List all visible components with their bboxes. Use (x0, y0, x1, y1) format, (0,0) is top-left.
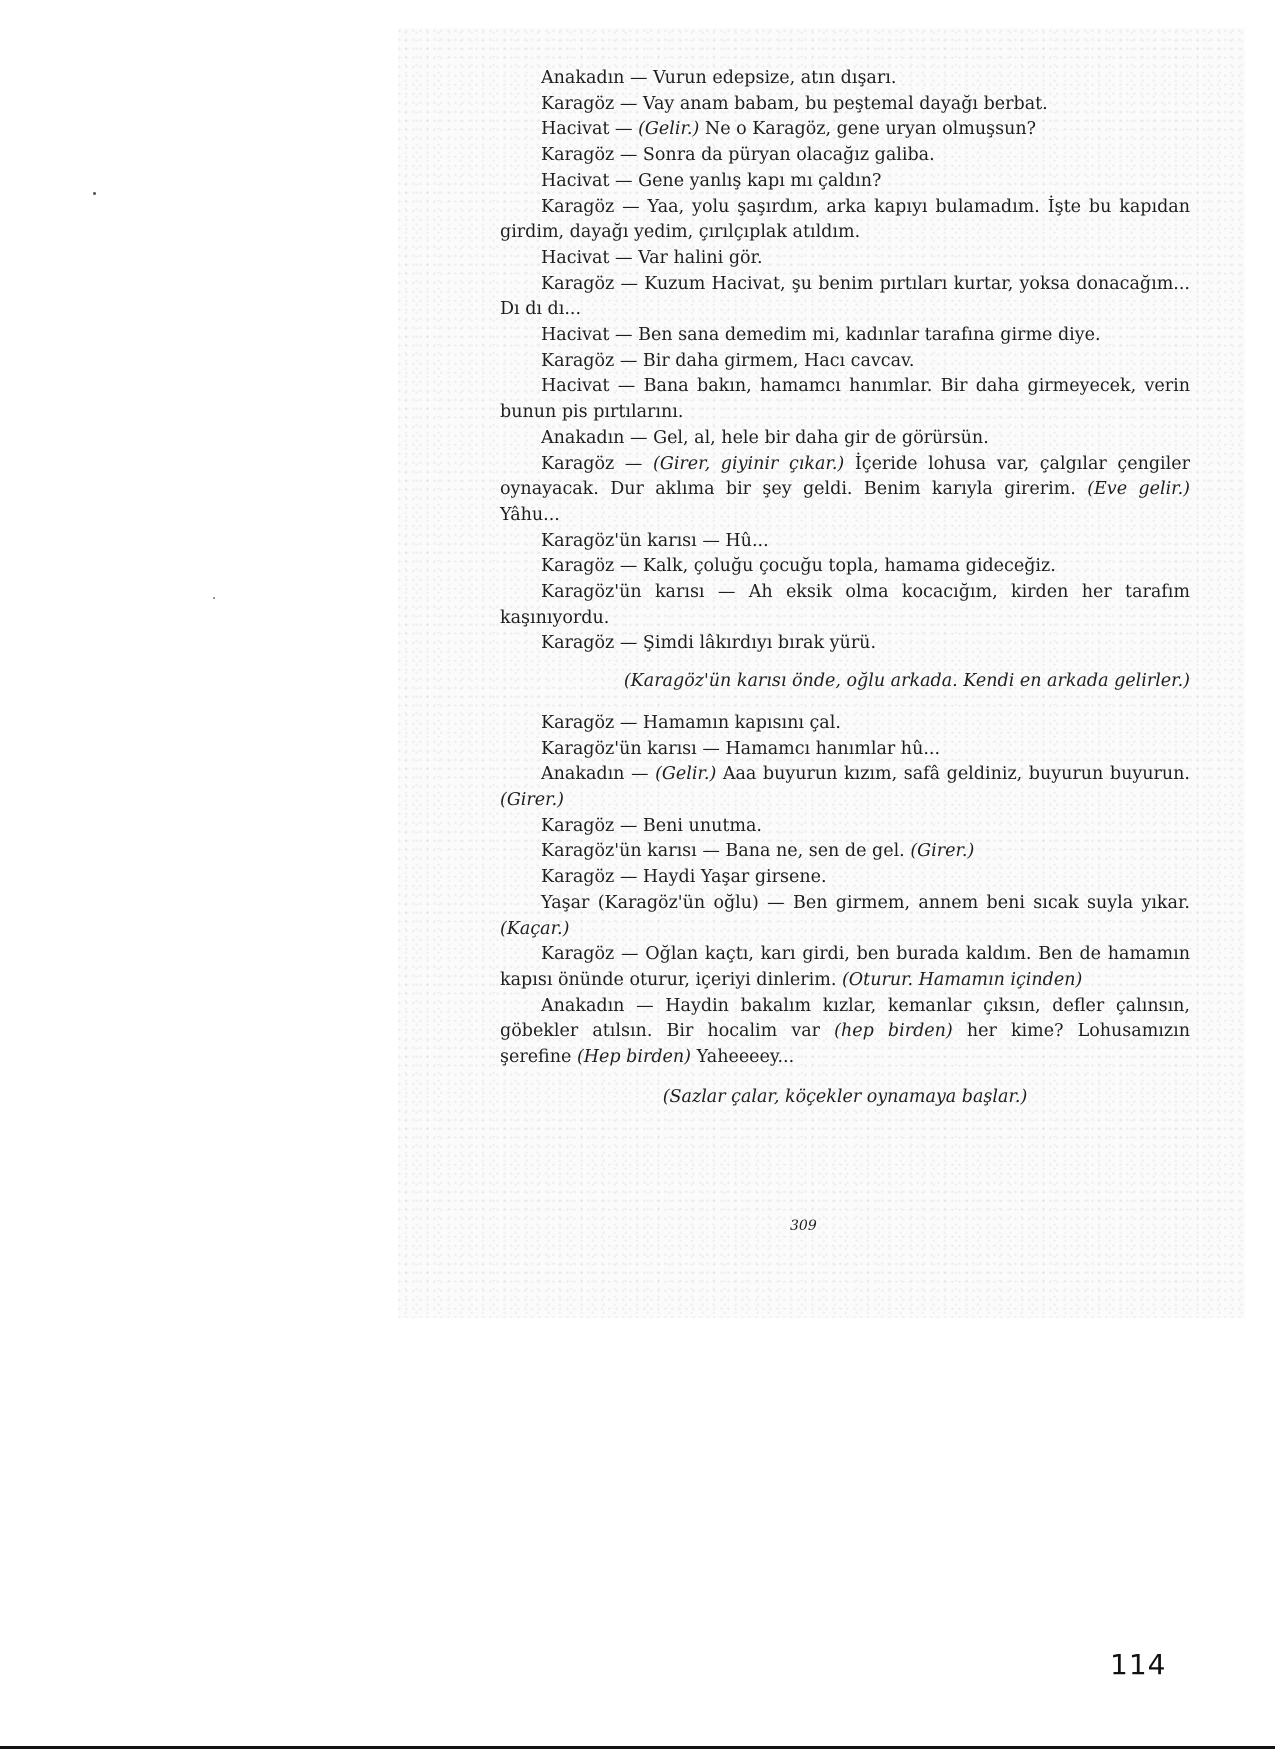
stage-direction-inline: (Kaçar.) (500, 918, 570, 939)
stage-direction-inline: (hep birden) (834, 1021, 953, 1042)
dialogue-text: Bana ne, sen de gel. (725, 841, 905, 862)
stage-direction-inline: (Girer.) (500, 789, 564, 810)
dialogue-text: Sonra da püryan olacağız galiba. (642, 145, 935, 166)
speaker-name: Karagöz'ün karısı (541, 738, 697, 759)
dialogue-line: Karagöz — Kuzum Hacivat, şu benim pırtıları kurtar, yoksa donacağım... Dı dı dı... (500, 273, 1190, 320)
dialogue-text: Var halini gör. (638, 247, 763, 268)
dialogue-line: Karagöz — Şimdi lâkırdıyı bırak yürü. (541, 633, 877, 654)
scan-speck (213, 597, 215, 599)
dialogue-text: Şimdi lâkırdıyı bırak yürü. (642, 633, 877, 654)
dialogue-line: Anakadın — (Gelir.) Aaa buyurun kızım, safâ geldiniz, buyurun buyurun. (Girer.) (500, 764, 1190, 810)
speaker-name: Anakadın (541, 764, 625, 785)
speaker-name: Anakadın (541, 68, 625, 88)
dialogue-line: Hacivat — Var halini gör. (541, 247, 763, 268)
dialogue-text: Hû... (725, 530, 769, 551)
dialogue-text: Ben sana demedim mi, kadınlar tarafına girme diye. (638, 325, 1101, 346)
speaker-name: Karagöz (541, 556, 615, 577)
dialogue-block-top (500, 66, 1190, 657)
dialogue-text: Vurun edepsize, atın dışarı. (653, 68, 897, 88)
dialogue-line: Karagöz — (Girer, giyinir çıkar.) İçeride lohusa var, çalgılar çengiler oynayacak. Dur aklıma bir şey geldi. Benim karıyla girerim. (Eve gelir.) Yâhu... (500, 453, 1190, 525)
dialogue-line: Karagöz — Hamamın kapısını çal. (541, 712, 841, 733)
dialogue-line: Karagöz'ün karısı — Bana ne, sen de gel. (Girer.) (541, 841, 975, 862)
dialogue-text: Ah eksik olma kocacığım, kirden her tarafım kaşınıyordu. (500, 582, 1190, 628)
dialogue-text: Yâhu... (500, 504, 560, 525)
dialogue-line: Hacivat — Ben sana demedim mi, kadınlar tarafına girme diye. (541, 325, 1101, 346)
dialogue-text: Yaheeeey... (696, 1047, 795, 1068)
speaker-name: Karagöz'ün karısı (541, 530, 697, 551)
speaker-name: Karagöz (541, 145, 615, 166)
dialogue-text: her kime? Lohusamızın şerefine (500, 1021, 1190, 1068)
dialogue-line: Hacivat — Gene yanlış kapı mı çaldın? (541, 170, 882, 191)
speaker-name: Hacivat (541, 119, 610, 140)
dialogue-line: Karagöz'ün karısı — Ah eksik olma kocacığım, kirden her tarafım kaşınıyordu. (500, 582, 1190, 628)
dialogue-line: Karagöz — Yaa, yolu şaşırdım, arka kapıyı bulamadım. İşte bu kapıdan girdim, dayağı yedim, çırılçıplak atıldım. (500, 196, 1190, 243)
dialogue-text: Haydin bakalım kızlar, kemanlar çıksın, defler çalınsın, göbekler atılsın. Bir hocalim var (500, 995, 1190, 1042)
speaker-name: Karagöz (541, 196, 615, 217)
dialogue-line: Hacivat — (Gelir.) Ne o Karagöz, gene uryan olmuşsun? (541, 119, 1037, 140)
dialogue-line: Karagöz — Vay anam babam, bu peştemal dayağı berbat. (541, 93, 1048, 114)
handwritten-page-number: 114 (1110, 1648, 1167, 1681)
speaker-name: Hacivat (541, 376, 610, 397)
speaker-name: Karagöz'ün karısı (541, 841, 697, 862)
speaker-name: Hacivat (541, 325, 610, 346)
speaker-name: Karagöz (541, 350, 615, 371)
dialogue-text: Kuzum Hacivat, şu benim pırtıları kurtar, yoksa donacağım... Dı dı dı... (500, 273, 1190, 320)
dialogue-line: Yaşar (Karagöz'ün oğlu) — Ben girmem, annem beni sıcak suyla yıkar. (Kaçar.) (500, 892, 1190, 939)
stage-direction: (Sazlar çalar, köçekler oynamaya başlar.) (662, 1086, 1028, 1107)
dialogue-text: Oğlan kaçtı, karı girdi, ben burada kaldım. Ben de hamamın kapısı önünde oturur, içeriyi dinlerim. (500, 944, 1190, 990)
dialogue-line: Karagöz — Haydi Yaşar girsene. (541, 867, 827, 888)
dialogue-text: Vay anam babam, bu peştemal dayağı berbat. (642, 93, 1048, 114)
speaker-name: Karagöz (541, 273, 615, 294)
stage-direction-inline: (Girer, giyinir çıkar.) (653, 453, 845, 474)
dialogue-text: Beni unutma. (642, 815, 762, 836)
speaker-name: Karagöz (541, 93, 615, 114)
speaker-name: Yaşar (Karagöz'ün oğlu) (541, 892, 759, 913)
speaker-name: Anakadın (541, 427, 625, 448)
stage-direction-inline: (Gelir.) (638, 119, 700, 140)
dialogue-text: Aaa buyurun kızım, safâ geldiniz, buyurun buyurun. (722, 764, 1190, 785)
stage-direction: (Karagöz'ün karısı önde, oğlu arkada. Kendi en arkada gelirler.) (623, 671, 1190, 692)
dialogue-text: Haydi Yaşar girsene. (642, 867, 827, 888)
speaker-name: Karagöz (541, 867, 615, 888)
speaker-name: Karagöz (541, 944, 615, 965)
dialogue-text: Gel, al, hele bir daha gir de görürsün. (653, 427, 989, 448)
dialogue-text: Ne o Karagöz, gene uryan olmuşsun? (704, 119, 1037, 140)
speaker-name: Karagöz (541, 815, 615, 836)
scan-speck (93, 192, 96, 195)
page-number: 309 (790, 1218, 817, 1234)
dialogue-text: Bana bakın, hamamcı hanımlar. Bir daha girmeyecek, verin bunun pis pırtılarını. (500, 376, 1190, 423)
dialogue-line: Karagöz'ün karısı — Hû... (541, 530, 769, 551)
speaker-name: Anakadın (541, 995, 625, 1016)
dialogue-line: Hacivat — Bana bakın, hamamcı hanımlar. Bir daha girmeyecek, verin bunun pis pırtılarını. (500, 376, 1190, 423)
stage-direction-inline: (Hep birden) (576, 1047, 691, 1068)
dialogue-block-bottom (500, 711, 1190, 1071)
dialogue-line: Karagöz — Bir daha girmem, Hacı cavcav. (541, 350, 915, 371)
dialogue-text: Hamamcı hanımlar hû... (725, 738, 941, 759)
speaker-name: Karagöz (541, 712, 615, 733)
play-text (500, 66, 1190, 1126)
speaker-name: Karagöz (541, 453, 615, 474)
dialogue-line: Karagöz — Oğlan kaçtı, karı girdi, ben burada kaldım. Ben de hamamın kapısı önünde oturur, içeriyi dinlerim. (Oturur. Hamamın içinden) (500, 944, 1190, 990)
dialogue-text: Hamamın kapısını çal. (642, 712, 841, 733)
dialogue-line: Anakadın — Gel, al, hele bir daha gir de görürsün. (541, 427, 989, 448)
scan-bottom-edge (0, 1746, 1275, 1749)
stage-direction-inline: (Gelir.) (655, 764, 717, 785)
dialogue-text: Gene yanlış kapı mı çaldın? (638, 170, 882, 191)
speaker-name: Karagöz'ün karısı (541, 582, 705, 603)
speaker-name: Hacivat (541, 170, 610, 191)
speaker-name: Hacivat (541, 247, 610, 268)
dialogue-text: Kalk, çoluğu çocuğu topla, hamama gideceğiz. (642, 556, 1056, 577)
stage-direction-inline: (Eve gelir.) (1087, 479, 1190, 500)
stage-direction-inline: (Oturur. Hamamın içinden) (841, 969, 1083, 990)
dialogue-text: Ben girmem, annem beni sıcak suyla yıkar. (792, 892, 1190, 913)
dialogue-line: Karagöz'ün karısı — Hamamcı hanımlar hû... (541, 738, 941, 759)
dialogue-line: Anakadın — Haydin bakalım kızlar, kemanlar çıksın, defler çalınsın, göbekler atılsın. Bir hocalim var (hep birden) her kime? Lohusamızın şerefine (Hep birden) Yaheeeey... (500, 995, 1190, 1068)
speaker-name: Karagöz (541, 633, 615, 654)
dialogue-line: Karagöz — Sonra da püryan olacağız galiba. (541, 145, 935, 166)
dialogue-line: Anakadın — Vurun edepsize, atın dışarı. (541, 68, 897, 88)
dialogue-text: Yaa, yolu şaşırdım, arka kapıyı bulamadım. İşte bu kapıdan girdim, dayağı yedim, çırılçıplak atıldım. (500, 196, 1190, 243)
dialogue-text: İçeride lohusa var, çalgılar çengiler oynayacak. Dur aklıma bir şey geldi. Benim karıyla girerim. (500, 453, 1190, 500)
dialogue-line: Karagöz — Beni unutma. (541, 815, 762, 836)
dialogue-text: Bir daha girmem, Hacı cavcav. (642, 350, 915, 371)
dialogue-line: Karagöz — Kalk, çoluğu çocuğu topla, hamama gideceğiz. (541, 556, 1056, 577)
stage-direction-inline: (Girer.) (910, 841, 975, 862)
